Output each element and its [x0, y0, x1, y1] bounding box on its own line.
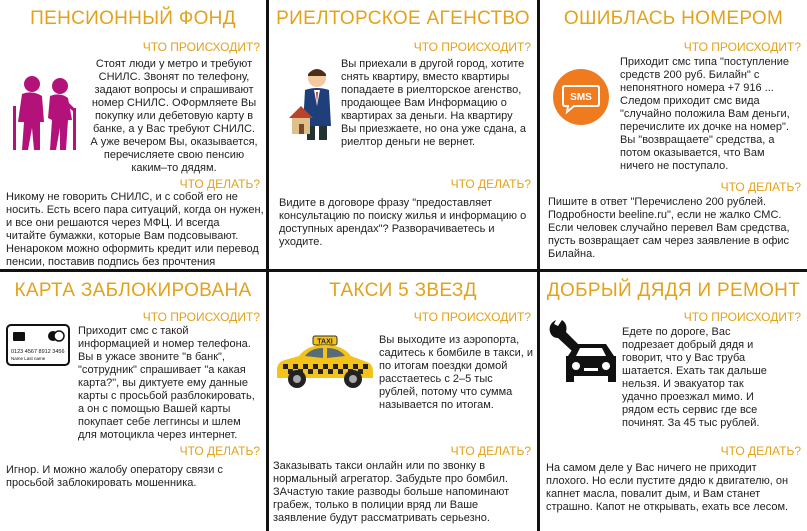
happening-text: Едете по дороге, Вас подрезает добрый дядя и говорит, что у Вас труба шатается. Ехать так дальше нельзя. И эвакуатор так удачно проезжал мимо. И рядом есть сервис где все починят. За 45 тыс рублей.	[622, 326, 767, 429]
taxi-car-icon	[273, 334, 377, 390]
question-what-happens: ЧТО ПРОИСХОДИТ?	[413, 40, 531, 54]
happening-text: Вы приехали в другой город, хотите снять квартиру, вместо квартиры попадаете в риелторское агенство, продающее Вам Информацию о квартирах за деньги. На квартиру Вы приезжаете, но она уже сдана, а риелтор деньги не вернет.	[341, 58, 527, 148]
car-repair-icon	[546, 316, 620, 396]
panel-realtor-agency	[269, 0, 537, 269]
sms-icon	[552, 68, 610, 126]
question-what-to-do: ЧТО ДЕЛАТЬ?	[450, 177, 531, 191]
question-what-to-do: ЧТО ДЕЛАТЬ?	[450, 444, 531, 458]
happening-text: Приходит смс с такой информацией и номер телефона. Вы в ужасе звоните "в банк", "сотрудник" спрашивает "а какая карта?", вы диктуете ему данные карты с просьбой разблокировать, а он с помощью Вашей карты покупает себе леггинсы и шлем для мотоцикла через интернет.	[78, 325, 255, 441]
panel-kind-uncle-repair	[540, 272, 807, 531]
question-what-to-do: ЧТО ДЕЛАТЬ?	[179, 177, 260, 191]
question-what-happens: ЧТО ПРОИСХОДИТ?	[413, 310, 531, 324]
panel-card-blocked	[0, 272, 266, 531]
todo-text: Пишите в ответ "Перечислено 200 рублей. Подробности beeline.ru", если не жалко СМС. Если человек случайно перевел Вам средства, пусть возвращает сам через заявление в офис Билайна.	[548, 196, 790, 260]
panel-title: ПЕНСИОННЫЙ ФОНД	[30, 8, 236, 29]
panel-pension-fund	[0, 0, 266, 269]
todo-text: Игнор. И можно жалобу оператору связи с просьбой заблокировать мошенника.	[6, 464, 223, 489]
question-what-happens: ЧТО ПРОИСХОДИТ?	[683, 310, 801, 324]
panel-title: КАРТА ЗАБЛОКИРОВАНА	[14, 280, 252, 301]
happening-text: Вы выходите из аэропорта, садитесь к бомбиле в такси, и по итогам поездки домой расстаетесь с 2–5 тыс рублей, потому что сумма называется по итогам.	[379, 334, 534, 411]
todo-text: Никому не говорить СНИЛС, и с собой его не носить. Есть всего пара ситуаций, когда он нужен, и все они решаются через МФЦ. И всегда читайте бумажки, которые Вам подсовывают. Ненароком можно оформить кредит или перевод пенсии, поставив подпись без прочтения	[6, 191, 264, 268]
panel-title: ОШИБЛАСЬ НОМЕРОМ	[563, 8, 784, 29]
happening-text: Приходит смс типа "поступление средств 200 руб. Билайн" с непонятного номера +7 916 ... Следом приходит смс вида "случайно положила Вам деньги, перечислите их дочке на номер". Вы "возвращаете" средства, а потом оказывается, что Вам ничего не поступало.	[620, 56, 790, 172]
elderly-couple-icon	[10, 72, 82, 152]
question-what-to-do: ЧТО ДЕЛАТЬ?	[720, 180, 801, 194]
question-what-happens: ЧТО ПРОИСХОДИТ?	[683, 40, 801, 54]
taxi-sign-label: TAXI	[317, 338, 333, 346]
question-what-happens: ЧТО ПРОИСХОДИТ?	[142, 310, 260, 324]
card-number: 0123 4567 8912 3456	[11, 349, 65, 355]
realtor-house-icon	[287, 66, 343, 142]
todo-text: На самом деле у Вас ничего не приходит плохого. Но если пустите дядю к двигателю, он капнет масла, повалит дым, и Вам станет страшно. Капот не открывать, ехать все лесом.	[546, 462, 789, 513]
panel-title: РИЕЛТОРСКОЕ АГЕНСТВО	[276, 8, 530, 29]
todo-text: Видите в договоре фразу "предоставляет консультацию по поиску жилья и информацию о доступных арендах"? Разворачиваетесь и уходите.	[279, 197, 527, 248]
question-what-to-do: ЧТО ДЕЛАТЬ?	[720, 444, 801, 458]
card-holder-name: Name Last name	[11, 356, 46, 361]
question-what-happens: ЧТО ПРОИСХОДИТ?	[142, 40, 260, 54]
panel-title: ДОБРЫЙ ДЯДЯ И РЕМОНТ	[546, 280, 801, 301]
happening-text: Стоят люди у метро и требуют СНИЛС. Звонят по телефону, задают вопросы и спрашивают номер СНИЛС. ОФормляете Вы покупку или дебетовую карту в банке, а у Вас требуют СНИЛС. А уже вечером Вы, оказывается, перечисляете свою пенсию каким–то дядям.	[90, 58, 258, 174]
bank-card-icon	[6, 324, 70, 366]
todo-text: Заказывать такси онлайн или по звонку в нормальный агрегатор. Забудьте про бомбил. ЗАчастую такие разводы больше напоминают грабеж, только в полиции вряд ли Ваше заявление будут рассматривать серьезно.	[273, 460, 510, 524]
panel-title: ТАКСИ 5 ЗВЕЗД	[329, 280, 477, 301]
sms-label: SMS	[570, 92, 592, 103]
panel-wrong-number	[540, 0, 807, 269]
question-what-to-do: ЧТО ДЕЛАТЬ?	[179, 444, 260, 458]
panel-taxi	[269, 272, 537, 531]
